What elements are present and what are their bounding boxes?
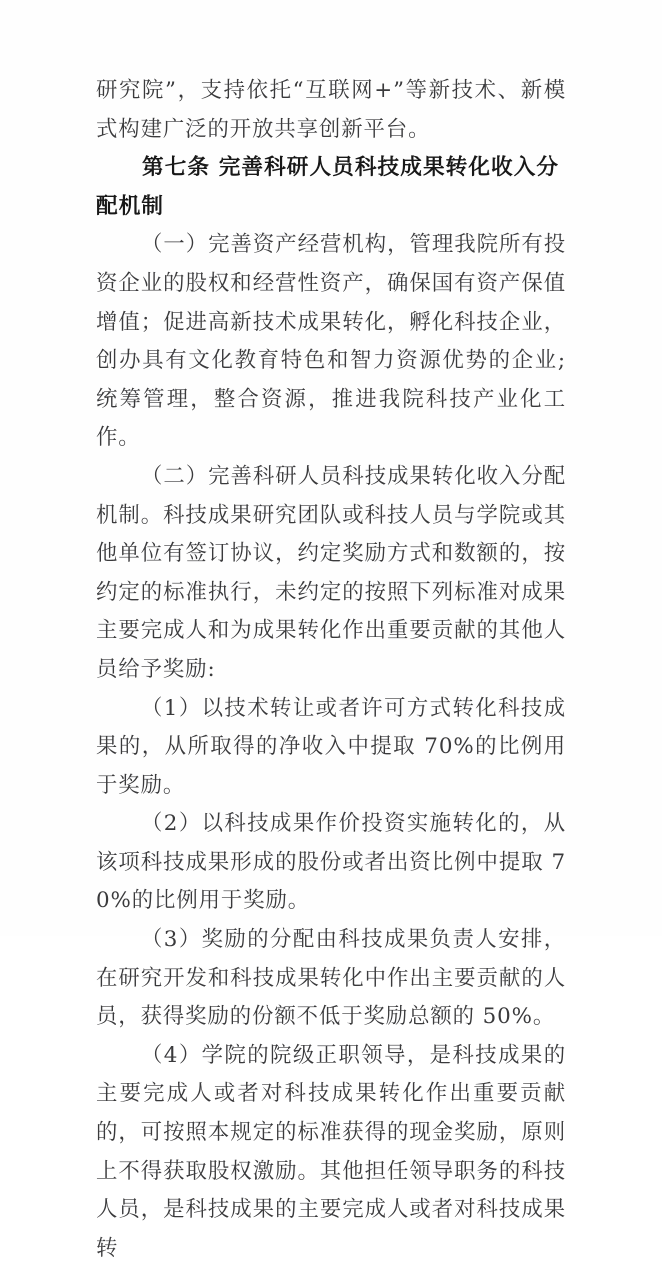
page-content xyxy=(96,72,566,1268)
paragraph-item-1: （1）以技术转让或者许可方式转化科技成果的，从所取得的净收入中提取 70%的比例用于奖励。 xyxy=(96,695,566,798)
paragraph-item-er: （二）完善科研人员科技成果转化收入分配机制。科技成果研究团队或科技人员与学院或其他单位有签订协议，约定奖励方式和数额的，按约定的标准执行，未约定的按照下列标准对成果主要完成人和为成果转化作出重要贡献的其他人员给予奖励: xyxy=(96,463,566,682)
paragraph-item-4: （4）学院的院级正职领导，是科技成果的主要完成人或者对科技成果转化作出重要贡献的，可按照本规定的标准获得的现金奖励，原则上不得获取股权激励。其他担任领导职务的科技人员，是科技成果的主要完成人或者对科技成果转 xyxy=(96,1042,566,1261)
paragraph-continuation-top: 研究院”，支持依托“互联网+”等新技术、新模式构建广泛的开放共享创新平台。 xyxy=(96,78,566,142)
paragraph-item-2: （2）以科技成果作价投资实施转化的，从该项科技成果形成的股份或者出资比例中提取 70%的比例用于奖励。 xyxy=(96,811,566,914)
paragraph-item-yi: （一）完善资产经营机构，管理我院所有投资企业的股权和经营性资产，确保国有资产保值增值；促进高新技术成果转化，孵化科技企业，创办具有文化教育特色和智力资源优势的企业;统筹管理，整合资源，推进我院科技产业化工作。 xyxy=(96,232,566,451)
paragraph-item-3: （3）奖励的分配由科技成果负责人安排，在研究开发和科技成果转化中作出主要贡献的人员，获得奖励的份额不低于奖励总额的 50%。 xyxy=(96,927,566,1030)
article-heading-seven: 第七条 完善科研人员科技成果转化收入分配机制 xyxy=(96,155,560,219)
